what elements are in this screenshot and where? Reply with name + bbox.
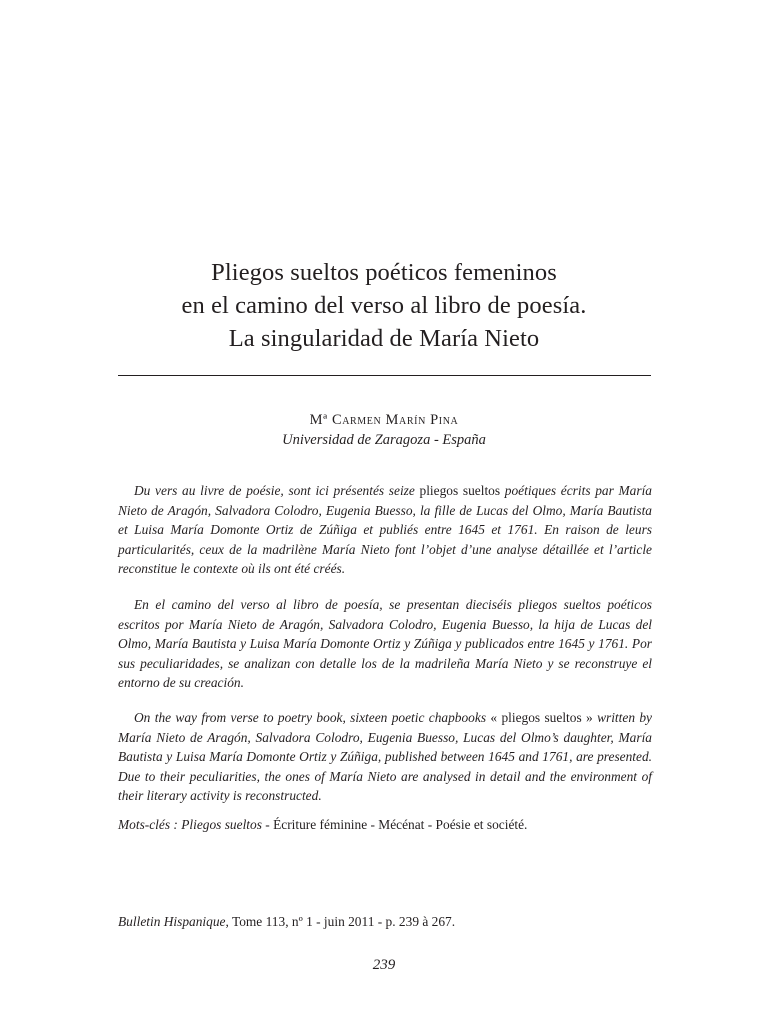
citation (118, 912, 652, 932)
abstract-spanish (118, 595, 652, 693)
abstract-english-text (118, 708, 652, 806)
page-number: 239 (372, 957, 396, 973)
abstract-french-part2: poétiques écrits par María Nieto de Aragón, Salvadora Colodro, Eugenia Buesso, la fille de Lucas del Olmo, María Bautista et Luisa María Domonte Ortiz de Zúñiga et publiés entre 1645 et 1761. En raison de leurs particularités, ceux de la madrilène María Nieto font l’objet d’une analyse détaillée et l’article reconstitue le contexte où ils ont été créés. (118, 483, 652, 577)
abstract-english-term: « pliegos sueltos » (490, 710, 593, 725)
author-affiliation: Universidad de Zaragoza - España (282, 432, 486, 448)
abstract-spanish-text: En el camino del verso al libro de poesía, se presentan dieciséis pliegos sueltos poéticos escritos por María Nieto de Aragón, Salvadora Colodro, Eugenia Buesso, la hija de Lucas del Olmo, María Bautista y Luisa María Domonte Ortiz y Zúñiga y publicados entre 1645 y 1761. Por sus peculiaridades, se analizan con detalle los de la madrileña María Nieto y se reconstruye el entorno de su creación. (118, 597, 652, 691)
title-line-1: Pliegos sueltos poéticos femeninos (211, 259, 557, 286)
abstract-french-term: pliegos sueltos (419, 483, 501, 498)
keywords (118, 815, 652, 835)
title-line-2: en el camino del verso al libro de poesía. (181, 292, 587, 319)
abstract-english-part2: written by María Nieto de Aragón, Salvadora Colodro, Eugenia Buesso, Lucas del Olmo’s daughter, María Bautista y Luisa María Domonte Ortiz y Zúñiga, published between 1645 and 1761, are presented. Due to their peculiarities, the ones of María Nieto are analysed in detail and the environment of their literary activity is reconstructed. (118, 710, 653, 804)
keywords-label: Mots-clés : Pliegos sueltos (118, 817, 262, 832)
abstract-french (118, 481, 652, 579)
citation-journal: Bulletin Hispanique (118, 914, 226, 929)
author-name: Mª Carmen Marín Pina (309, 412, 459, 428)
citation-details: , Tome 113, nº 1 - juin 2011 - p. 239 à 267. (225, 914, 456, 929)
abstract-french-text (118, 481, 652, 579)
title-line-3: La singularidad de María Nieto (228, 325, 540, 352)
article-title (0, 256, 768, 355)
title-divider (118, 375, 651, 376)
abstract-english-part1: On the way from verse to poetry book, sixteen poetic chapbooks (134, 710, 491, 725)
abstract-french-part1: Du vers au livre de poésie, sont ici présentés seize (134, 483, 420, 498)
keywords-list: - Écriture féminine - Mécénat - Poésie et société. (261, 817, 528, 832)
abstract-english (118, 708, 652, 806)
